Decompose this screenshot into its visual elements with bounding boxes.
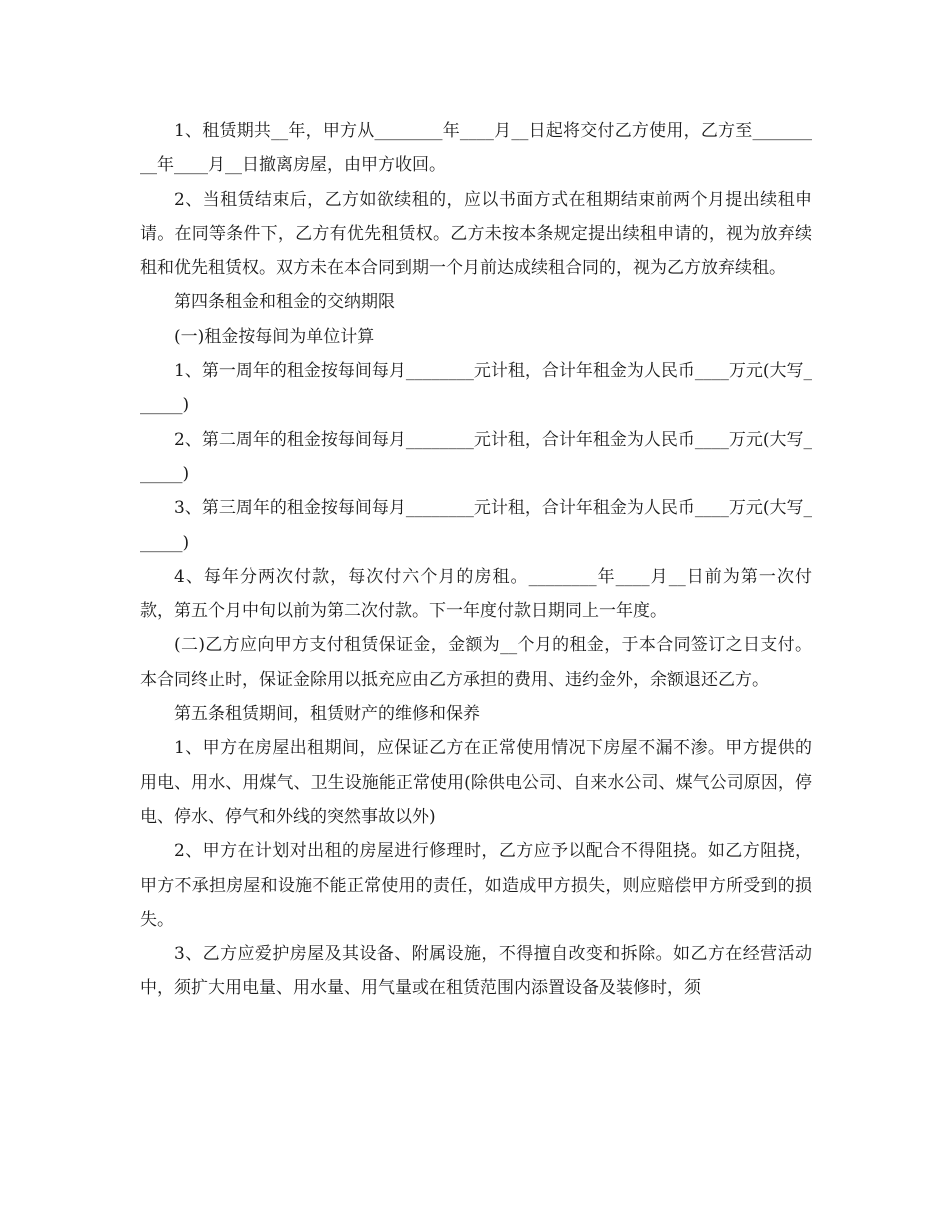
paragraph-rent-year-3: 3、第三周年的租金按每间每月________元计租，合计年租金为人民币____万元(大写______) — [140, 498, 812, 553]
paragraph-security-deposit: (二)乙方应向甲方支付租赁保证金，金额为__个月的租金，于本合同签订之日支付。本合同终止时，保证金除用以抵充应由乙方承担的费用、违约金外，余额退还乙方。 — [140, 635, 812, 690]
paragraph-maintenance-2: 2、甲方在计划对出租的房屋进行修理时，乙方应予以配合不得阻挠。如乙方阻挠，甲方不承担房屋和设施不能正常使用的责任，如造成甲方损失，则应赔偿甲方所受到的损失。 — [140, 841, 812, 930]
paragraph-renewal: 2、当租赁结束后，乙方如欲续租的，应以书面方式在租期结束前两个月提出续租申请。在同等条件下，乙方有优先租赁权。乙方未按本条规定提出续租申请的，视为放弃续租和优先租赁权。双方未在本合同到期一个月前达成续租合同的，视为乙方放弃续租。 — [140, 189, 812, 279]
document-body — [140, 114, 812, 1006]
paragraph-maintenance-1: 1、甲方在房屋出租期间，应保证乙方在正常使用情况下房屋不漏不渗。甲方提供的用电、用水、用煤气、卫生设施能正常使用(除供电公司、自来水公司、煤气公司原因，停电、停水、停气和外线的突然事故以外) — [140, 738, 812, 827]
paragraph-maintenance-3: 3、乙方应爱护房屋及其设备、附属设施，不得擅自改变和拆除。如乙方在经营活动中，须扩大用电量、用水量、用气量或在租赁范围内添置设备及装修时，须 — [140, 944, 812, 999]
paragraph-payment-schedule: 4、每年分两次付款，每次付六个月的房租。________年____月__日前为第一次付款，第五个月中旬以前为第二次付款。下一年度付款日期同上一年度。 — [140, 566, 812, 622]
paragraph-rent-year-2: 2、第二周年的租金按每间每月________元计租，合计年租金为人民币____万元(大写______) — [140, 429, 812, 484]
paragraph-rent-year-1: 1、第一周年的租金按每间每月________元计租，合计年租金为人民币____万元(大写______) — [140, 361, 812, 416]
section-heading-article-5: 第五条租赁期间，租赁财产的维修和保养 — [174, 704, 480, 725]
subsection-heading-rent-unit: (一)租金按每间为单位计算 — [174, 326, 375, 347]
paragraph-lease-term: 1、租赁期共__年，甲方从________年____月__日起将交付乙方使用，乙方至_________年____月__日撤离房屋，由甲方收回。 — [140, 121, 812, 176]
section-heading-article-4: 第四条租金和租金的交纳期限 — [174, 292, 395, 313]
